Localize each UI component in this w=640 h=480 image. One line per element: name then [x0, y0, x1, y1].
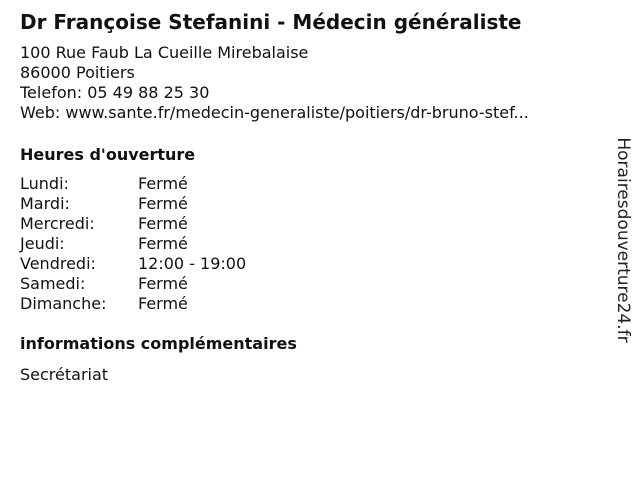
- day-hours: Fermé: [138, 194, 188, 213]
- day-hours: Fermé: [138, 234, 188, 253]
- day-label: Jeudi:: [20, 234, 65, 253]
- address-line-2: 86000 Poitiers: [20, 63, 135, 82]
- opening-hours-heading: Heures d'ouverture: [20, 145, 196, 164]
- day-hours: 12:00 - 19:00: [138, 254, 247, 273]
- site-watermark: Horairesdouverture24.fr: [613, 137, 633, 343]
- day-label: Mardi:: [20, 194, 70, 213]
- day-hours: Fermé: [138, 274, 188, 293]
- day-label: Mercredi:: [20, 214, 95, 233]
- day-label: Vendredi:: [20, 254, 96, 273]
- day-label: Lundi:: [20, 174, 69, 193]
- contact-block: [20, 43, 600, 123]
- day-hours: Fermé: [138, 214, 188, 233]
- day-label: Samedi:: [20, 274, 86, 293]
- day-hours: Fermé: [138, 174, 188, 193]
- additional-info-heading: informations complémentaires: [20, 334, 297, 353]
- day-hours: Fermé: [138, 294, 188, 313]
- address-line-1: 100 Rue Faub La Cueille Mirebalaise: [20, 43, 309, 62]
- phone-number: Telefon: 05 49 88 25 30: [20, 83, 210, 102]
- additional-info-text: Secrétariat: [20, 365, 109, 384]
- page-title: Dr Françoise Stefanini - Médecin généraliste: [20, 10, 522, 34]
- day-label: Dimanche:: [20, 294, 107, 313]
- website-link[interactable]: Web: www.sante.fr/medecin-generaliste/poitiers/dr-bruno-stef...: [20, 103, 529, 122]
